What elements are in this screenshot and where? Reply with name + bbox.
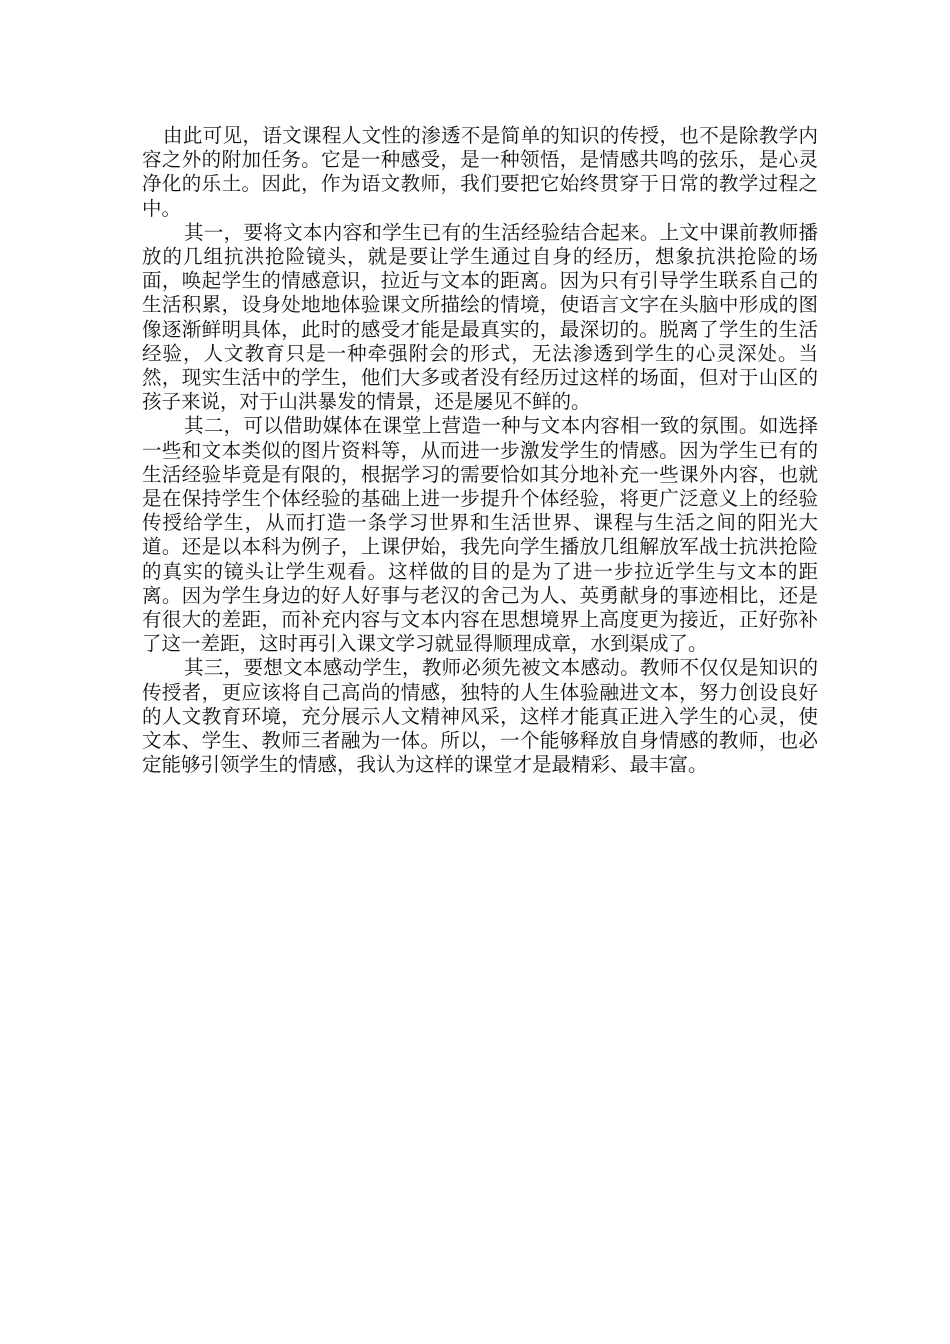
paragraph-conclusion: 由此可见，语文课程人文性的渗透不是简单的知识的传授，也不是除教学内容之外的附加任务。它是一种感受，是一种领悟，是情感共鸣的弦乐，是心灵净化的乐土。因此，作为语文教师，我们要把它始终贯穿于日常的教学过程之中。: [142, 124, 818, 220]
body-text: [142, 124, 818, 777]
paragraph-point-two: 其二，可以借助媒体在课堂上营造一种与文本内容相一致的氛围。如选择一些和文本类似的图片资料等，从而进一步激发学生的情感。因为学生已有的生活经验毕竟是有限的，根据学习的需要恰如其分地补充一些课外内容，也就是在保持学生个体经验的基础上进一步提升个体经验，将更广泛意义上的经验传授给学生，从而打造一条学习世界和生活世界、课程与生活之间的阳光大道。还是以本科为例子，上课伊始，我先向学生播放几组解放军战士抗洪抢险的真实的镜头让学生观看。这样做的目的是为了进一步拉近学生与文本的距离。因为学生身边的好人好事与老汉的舍己为人、英勇献身的事迹相比，还是有很大的差距，而补充内容与文本内容在思想境界上高度更为接近，正好弥补了这一差距，这时再引入课文学习就显得顺理成章，水到渠成了。: [142, 414, 818, 656]
paragraph-point-three: 其三，要想文本感动学生，教师必须先被文本感动。教师不仅仅是知识的传授者，更应该将自己高尚的情感，独特的人生体验融进文本，努力创设良好的人文教育环境，充分展示人文精神风采，这样才能真正进入学生的心灵，使文本、学生、教师三者融为一体。所以，一个能够释放自身情感的教师，也必定能够引领学生的情感，我认为这样的课堂才是最精彩、最丰富。: [142, 656, 818, 777]
paragraph-point-one: 其一，要将文本内容和学生已有的生活经验结合起来。上文中课前教师播放的几组抗洪抢险镜头，就是要让学生通过自身的经历，想象抗洪抢险的场面，唤起学生的情感意识，拉近与文本的距离。因为只有引导学生联系自己的生活积累，设身处地地体验课文所描绘的情境，使语言文字在头脑中形成的图像逐渐鲜明具体，此时的感受才能是最真实的，最深切的。脱离了学生的生活经验，人文教育只是一种牵强附会的形式，无法渗透到学生的心灵深处。当然，现实生活中的学生，他们大多或者没有经历过这样的场面，但对于山区的孩子来说，对于山洪暴发的情景，还是屡见不鲜的。: [142, 220, 818, 414]
